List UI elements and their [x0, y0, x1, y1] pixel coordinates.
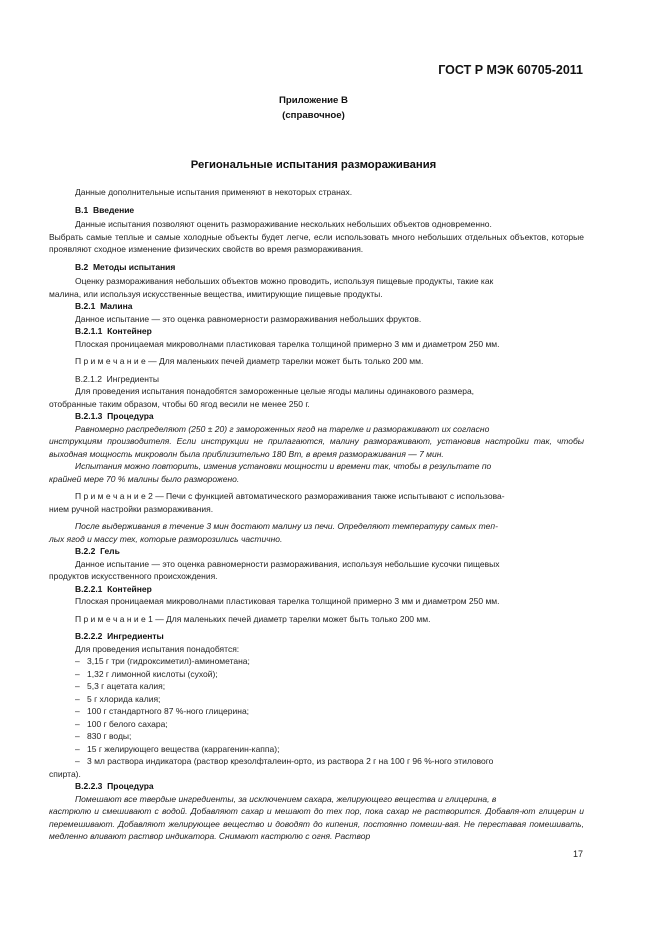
- b221-note: П р и м е ч а н и е 1 — Для маленьких печей диаметр тарелки может быть только 200 мм.: [75, 613, 431, 624]
- heading-b1: В.1 Введение: [75, 204, 135, 215]
- b213-p1-first: Равномерно распределяют (250 ± 20) г замороженных ягод на тарелке и размораживают их согласно: [75, 423, 490, 434]
- ingredient-item: – 100 г стандартного 87 %-ного глицерина;: [75, 706, 250, 716]
- ingredient-item: – 3,15 г три (гидроксиметил)-аминометана;: [75, 656, 250, 666]
- ingredient-item: – 100 г белого сахара;: [75, 718, 168, 729]
- heading-b212: В.2.1.2 Ингредиенты: [75, 373, 159, 384]
- heading-b211: В.2.1.1 Контейнер: [75, 326, 152, 336]
- heading-b213: В.2.1.3 Процедура: [75, 411, 154, 421]
- ingredient-item-last: – 3 мл раствора индикатора (раствор крезолфталеин-орто, из раствора 2 г на 100 г 96 %-ного этилового: [75, 756, 494, 766]
- ingredient-item: – 830 г воды;: [75, 731, 132, 741]
- b213-p2-first: Испытания можно повторить, изменив установки мощности и времени так, чтобы в результате по: [75, 461, 492, 471]
- b212-text-rest: отобранные таким образом, чтобы 60 ягод весили не менее 250 г.: [49, 398, 310, 409]
- b1-text-first: Данные испытания позволяют оценить размораживание нескольких небольших объектов одновременно.: [75, 219, 492, 229]
- b22-text-first: Данное испытание — это оценка равномерности размораживания, используя небольшие кусочки пищевых: [75, 558, 500, 569]
- b22-text-rest: продуктов искусственного происхождения.: [49, 571, 218, 581]
- b2-text-first: Оценку размораживания небольших объектов можно проводить, используя пищевые продукты, такие как: [75, 276, 494, 286]
- heading-b221: В.2.2.1 Контейнер: [75, 583, 152, 594]
- appendix-subtitle: (справочное): [282, 110, 345, 121]
- heading-b21: В.2.1 Малина: [75, 301, 133, 311]
- b213-p3-rest: лых ягод и массу тех, которые разморозились частично.: [49, 533, 283, 544]
- b21-text: Данное испытание — это оценка равномерности размораживания небольших фруктов.: [75, 313, 422, 324]
- standard-code: ГОСТ Р МЭК 60705-2011: [438, 63, 583, 77]
- b213-p3-first: После выдерживания в течение 3 мин достают малину из печи. Определяют температуру самых теп-: [75, 521, 498, 531]
- document-body: [49, 186, 584, 843]
- ingredient-item: – 15 г желирующего вещества (каррагенин-каппа);: [75, 743, 280, 754]
- b212-text-first: Для проведения испытания понадобятся замороженные целые ягоды малины одинакового размера,: [75, 386, 475, 396]
- b222-lead: Для проведения испытания понадобятся:: [75, 643, 240, 654]
- heading-b222: В.2.2.2 Ингредиенты: [75, 631, 164, 641]
- b213-note-first: П р и м е ч а н и е 2 — Печи с функцией автоматического размораживания также испытывают с использова-: [75, 491, 505, 501]
- b221-text: Плоская проницаемая микроволнами пластиковая тарелка толщиной примерно 3 мм и диаметром 250 мм.: [75, 596, 500, 606]
- b211-note: П р и м е ч а н и е — Для маленьких печей диаметр тарелки может быть только 200 мм.: [75, 356, 424, 366]
- b213-p1-rest: инструкциям производителя. Если инструкции не прилагаются, малину размораживают, установив настройки так, чтобы выходная мощность микроволн была приблизительно 180 Вт, в время размораживания — 7 мин.: [49, 436, 584, 459]
- heading-b22: В.2.2 Гель: [75, 546, 120, 556]
- section-title: Региональные испытания размораживания: [190, 159, 437, 171]
- b223-p-rest: кастрюлю и смешивают с водой. Добавляют сахар и мешают до тех пор, пока сахар не растворится. Добавля-ют глицерин и перемешивают. Добавляют желирующее вещество и доводят до кипения, постоянно помеши-вая. Не переставая помешивать, медленно вливают раствор индикатора. Снимают кастрюлю с огня. Раствор: [49, 806, 584, 841]
- heading-b223: В.2.2.3 Процедура: [75, 781, 154, 791]
- b223-p-first: Помешают все твердые ингредиенты, за исключением сахара, желирующего вещества и глицерина, в: [75, 793, 497, 804]
- b211-text: Плоская проницаемая микроволнами пластиковая тарелка толщиной примерно 3 мм и диаметром 250 мм.: [75, 338, 500, 349]
- ingredient-item-last-rest: спирта).: [49, 768, 81, 779]
- ingredient-item: – 5 г хлорида калия;: [75, 693, 161, 704]
- b213-note-rest: нием ручной настройки размораживания.: [49, 503, 214, 514]
- ingredient-list: [75, 655, 584, 755]
- page-number: 17: [572, 849, 583, 859]
- appendix-title: Приложение В: [279, 95, 348, 106]
- intro-paragraph: Данные дополнительные испытания применяют в некоторых странах.: [75, 187, 353, 197]
- b213-p2-rest: крайней мере 70 % малины было разморожено.: [49, 473, 240, 484]
- b2-text-rest: малина, или используя искусственные вещества, имитирующие пищевые продукты.: [49, 288, 383, 299]
- b1-text-rest: Выбрать самые теплые и самые холодные объекты будет легче, если использовать много небольших отдельных объектов, которые проявляют сходное изменение физических свойств во время размораживания.: [49, 231, 584, 254]
- ingredient-item: – 5,3 г ацетата калия;: [75, 681, 166, 691]
- ingredient-item: – 1,32 г лимонной кислоты (сухой);: [75, 668, 218, 679]
- heading-b2: В.2 Методы испытания: [75, 261, 176, 272]
